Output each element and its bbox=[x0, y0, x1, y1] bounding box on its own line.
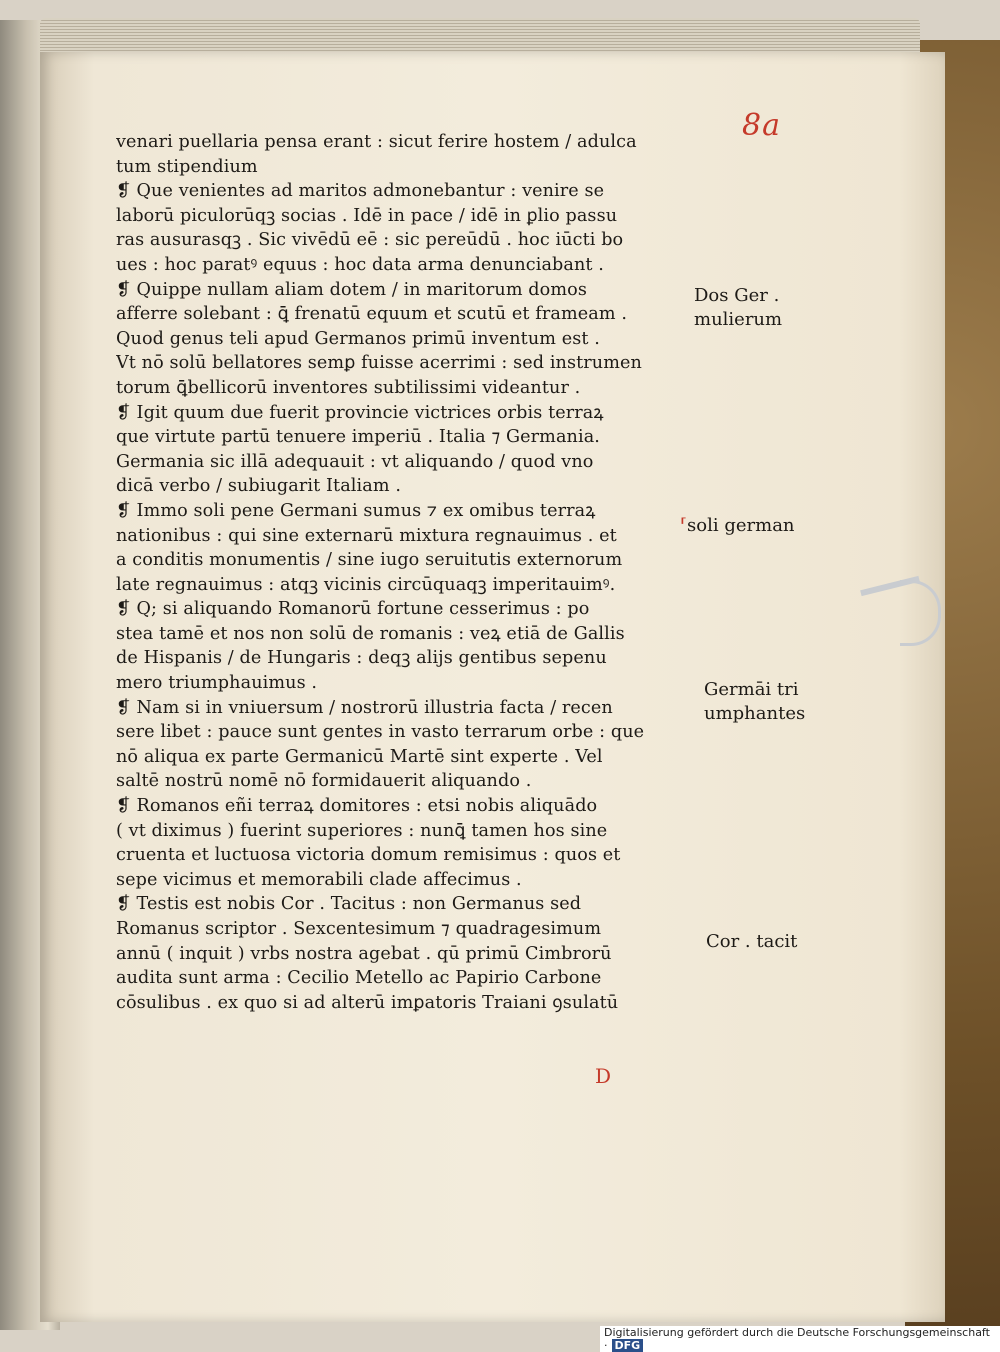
text-line: laborū piculorūqꝫ socias . Idē in pace / idē in ꝑlio passu bbox=[116, 205, 618, 226]
footer-credit bbox=[600, 1326, 1000, 1352]
text-line: mero triumphauimus . bbox=[116, 673, 318, 694]
text-line: sepe vicimus et memorabili clade affecimus . bbox=[116, 869, 522, 890]
text-line: venari puellaria pensa erant : sicut ferire hostem / adulca bbox=[116, 132, 637, 152]
text-line: ( vt diximus ) fuerint superiores : nunꝗ̄ tamen hos sine bbox=[116, 820, 608, 841]
footer-text: Digitalisierung gefördert durch die Deutsche Forschungsgemeinschaft · bbox=[604, 1326, 990, 1352]
text-line: ❡ Romanos eñi terraꝝ domitores : etsi nobis aliquādo bbox=[116, 796, 598, 817]
text-line: ❡ Immo soli pene Germani sumus ⁊ ex omibus terraꝝ bbox=[116, 500, 596, 521]
text-line: ❡ Igit quum due fuerit provincie victrices orbis terraꝝ bbox=[116, 402, 604, 423]
text-line: Vt nō solū bellatores semꝑ fuisse acerrimi : sed instrumen bbox=[116, 353, 642, 374]
text-line: cōsulibus . ex quo si ad alterū imꝑatoris Traiani ꝯsulatū bbox=[116, 992, 619, 1013]
text-line: nationibus : qui sine externarū mixtura regnauimus . et bbox=[116, 525, 617, 546]
text-line: tum stipendium bbox=[116, 156, 258, 177]
text-line: Romanus scriptor . Sexcentesimum ⁊ quadragesimum bbox=[116, 919, 602, 939]
margin-note-line: umphantes bbox=[704, 703, 806, 724]
text-line: cruenta et luctuosa victoria domum remisimus : quos et bbox=[116, 845, 621, 866]
rubric-mark: ⸢ bbox=[680, 515, 688, 536]
signature-mark: D bbox=[595, 1064, 612, 1088]
text-line: late regnauimus : atqꝫ vicinis circūquaqꝫ imperitauimꝰ. bbox=[116, 574, 616, 595]
text-line: ues : hoc paratꝰ equus : hoc data arma denunciabant . bbox=[116, 254, 604, 275]
text-line: ❡ Quippe nullam aliam dotem / in maritorum domos bbox=[116, 279, 587, 300]
margin-note-line: mulierum bbox=[694, 309, 783, 330]
folio-number: 8a bbox=[742, 108, 781, 143]
text-line: Germania sic illā adequauit : vt aliquando / quod vno bbox=[116, 451, 594, 472]
text-line: torum ꝗ̄bellicorū inventores subtilissimi videantur . bbox=[116, 377, 581, 398]
text-line: ❡ Q; si aliquando Romanorū fortune cesserimus : po bbox=[116, 599, 590, 620]
margin-note-line: Dos Ger . bbox=[694, 285, 780, 306]
margin-note-line: soli german bbox=[687, 515, 795, 536]
text-line: nō aliqua ex parte Germanicū Martē sint experte . Vel bbox=[116, 746, 603, 767]
text-line: annū ( inquit ) vrbs nostra agebat . qū primū Cimbrorū bbox=[116, 943, 612, 964]
margin-note-line: Germāi tri bbox=[704, 679, 799, 700]
text-line: de Hispanis / de Hungaris : deqꝫ alijs gentibus sepenu bbox=[116, 648, 607, 669]
text-line: afferre solebant : ꝗ̄ frenatū equum et scutū et frameam . bbox=[116, 304, 628, 325]
text-line: ❡ Nam si in vniuersum / nostrorū illustria facta / recen bbox=[116, 697, 613, 718]
margin-note-line: Cor . tacit bbox=[706, 931, 798, 952]
text-line: a conditis monumentis / sine iugo seruitutis externorum bbox=[116, 550, 623, 571]
body-text bbox=[116, 130, 676, 1015]
margin-note-soli bbox=[680, 514, 795, 538]
text-line: Quod genus teli apud Germanos primū inventum est . bbox=[116, 328, 600, 349]
text-line: ❡ Testis est nobis Cor . Tacitus : non Germanus sed bbox=[116, 894, 582, 915]
margin-note-tacitus bbox=[706, 930, 797, 954]
margin-note-germani bbox=[704, 678, 805, 726]
text-line: dicā verbo / subiugarit Italiam . bbox=[116, 476, 402, 497]
margin-note-dos bbox=[694, 284, 782, 332]
text-line: ras ausurasqꝫ . Sic vivēdū eē : sic pereūdū . hoc iūcti bo bbox=[116, 230, 624, 251]
dfg-logo: DFG bbox=[612, 1339, 644, 1352]
text-line: sere libet : pauce sunt gentes in vasto terrarum orbe : que bbox=[116, 722, 645, 743]
text-line: saltē nostrū nomē nō formidauerit aliquando . bbox=[116, 771, 532, 792]
text-line: que virtute partū tenuere imperiū . Italia ⁊ Germania. bbox=[116, 427, 600, 448]
text-line: ❡ Que venientes ad maritos admonebantur : venire se bbox=[116, 181, 605, 202]
text-line: stea tamē et nos non solū de romanis : veꝝ etiā de Gallis bbox=[116, 623, 625, 644]
text-line: audita sunt arma : Cecilio Metello ac Papirio Carbone bbox=[116, 968, 602, 989]
